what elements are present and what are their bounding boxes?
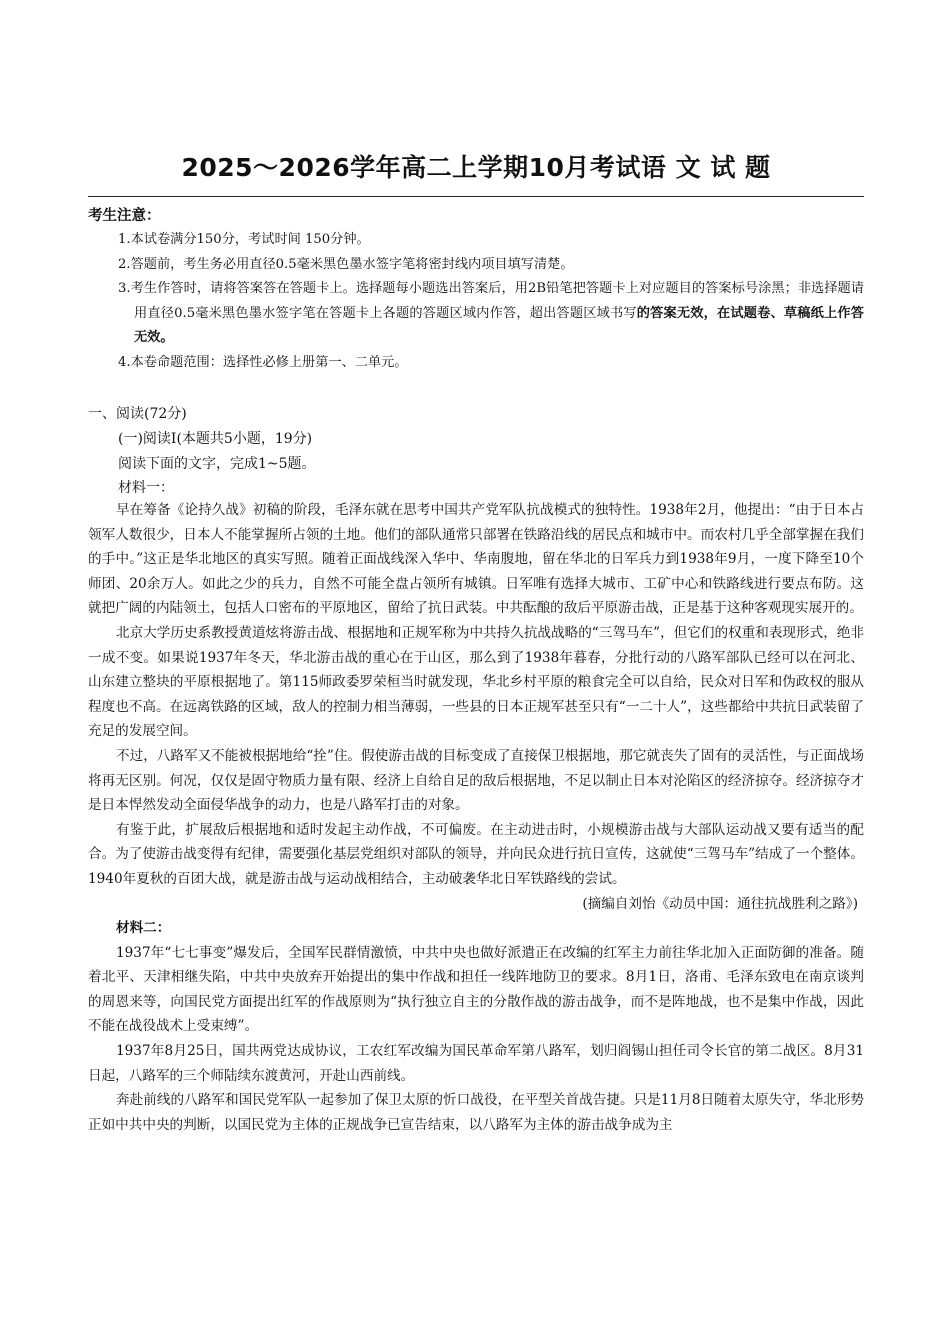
material-1-label: 材料一： bbox=[118, 480, 174, 496]
notice-item-1: 1.本试卷满分150分，考试时间 150分钟。 bbox=[118, 232, 370, 247]
notice-item-2: 2.答题前，考生务必用直径0.5毫米黑色墨水签字笔将密封线内项目填写清楚。 bbox=[118, 256, 574, 272]
m1-paragraph-3: 不过，八路军又不能被根据地给“拴”住。假使游击战的目标变成了直接保卫根据地，那它就丧失了固有的灵活性，与正面战场将再无区别。何况，仅仅是固守物质力量有限、经济上自给自足的敌后根据地，不足以制止日本对沦陷区的经济掠夺。经济掠夺才是日本悍然发动全面侵华战争的动力，也是八路军打击的对象。 bbox=[88, 747, 864, 814]
title-divider bbox=[88, 196, 864, 197]
exam-title: 2025～2026学年高二上学期10月考试语 文 试 题 bbox=[181, 153, 771, 182]
notice-item-3 bbox=[118, 277, 864, 351]
notice-item-3-bold: 的答案无效，在试题卷、草稿纸上作答无效。 bbox=[134, 305, 864, 345]
notice-item-3-text: 3.考生作答时，请将答案答在答题卡上。选择题每小题选出答案后，用2B铅笔把答题卡上对应题目的答案标号涂黑；非选择题请用直径0.5毫米黑色墨水签字笔在答题卡上各题的答题区域内作答，超出答题区域书写 bbox=[118, 281, 864, 321]
reading-body bbox=[88, 498, 864, 1137]
m2-paragraph-1: 1937年“七七事变”爆发后，全国军民群情激愤，中共中央也做好派遣正在改编的红军主力前往华北加入正面防御的准备。随着北平、天津相继失陷，中共中央放弃开始提出的集中作战和担任一线阵地防卫的要求。8月1日，洛甫、毛泽东致电在南京谈判的周恩来等，向国民党方面提出红军的作战原则为“执行独立自主的分散作战的游击战争，而不是阵地战，也不是集中作战，因此不能在战役战术上受束缚”。 bbox=[88, 944, 864, 1035]
instruction: 阅读下面的文字，完成1~5题。 bbox=[118, 456, 316, 472]
m2-paragraph-2: 1937年8月25日，国共两党达成协议，工农红军改编为国民革命军第八路军，划归阎锡山担任司令长官的第二战区。8月31日起，八路军的三个师陆续东渡黄河，开赴山西前线。 bbox=[88, 1043, 864, 1084]
notice-item-4: 4.本卷命题范围：选择性必修上册第一、二单元。 bbox=[118, 354, 408, 370]
m1-paragraph-4: 有鉴于此，扩展敌后根据地和适时发起主动作战，不可偏废。在主动进击时，小规模游击战与大部队运动战又要有适当的配合。为了使游击战变得有纪律，需要强化基层党组织对部队的领导，并向民众进行抗日宣传，这就使“三驾马车”结成了一个整体。1940年夏秋的百团大战，就是游击战与运动战相结合，主动破袭华北日军铁路线的尝试。 bbox=[88, 821, 864, 887]
m1-source: (摘编自刘怡《动员中国：通往抗战胜利之路》) bbox=[582, 895, 858, 912]
m1-paragraph-1: 早在筹备《论持久战》初稿的阶段，毛泽东就在思考中国共产党军队抗战模式的独特性。1938年2月，他提出：“由于日本占领军人数很少，日本人不能掌握所占领的土地。他们的部队通常只部署在铁路沿线的居民点和城市中。而农村几乎全部掌握在我们的手中。”这正是华北地区的真实写照。随着正面战线深入华中、华南腹地，留在华北的日军兵力到1938年9月，一度下降至10个师团、20余万人。如此之少的兵力，自然不可能全盘占领所有城镇。日军唯有选择大城市、工矿中心和铁路线进行要点布防。这就把广阔的内陆领土，包括人口密布的平原地区，留给了抗日武装。中共酝酿的敌后平原游击战，正是基于这种客观现实展开的。 bbox=[88, 502, 864, 617]
subsection-heading: (一)阅读Ⅰ(本题共5小题，19分) bbox=[118, 431, 313, 447]
section-heading: 一、阅读(72分) bbox=[88, 406, 187, 422]
notice-list bbox=[118, 228, 864, 375]
notice-heading: 考生注意： bbox=[88, 208, 161, 224]
m1-paragraph-2: 北京大学历史系教授黄道炫将游击战、根据地和正规军称为中共持久抗战战略的“三驾马车”，但它们的权重和表现形式，绝非一成不变。如果说1937年冬天，华北游击战的重心在于山区，那么到了1938年暮春，分批行动的八路军部队已经可以在河北、山东建立整块的平原根据地了。第115师政委罗荣桓当时就发现，华北乡村平原的粮食完全可以自给，民众对日军和伪政权的服从程度也不高。在远离铁路的区域，敌人的控制力相当薄弱，一些县的日本正规军甚至只有“一二十人”，这些都给中共抗日武装留了充足的发展空间。 bbox=[88, 624, 864, 740]
material-2-label: 材料二： bbox=[116, 920, 171, 937]
m2-paragraph-3: 奔赴前线的八路军和国民党军队一起参加了保卫太原的忻口战役，在平型关首战告捷。只是11月8日随着太原失守，华北形势正如中共中央的判断，以国民党为主体的正规战争已宣告结束，以八路军为主体的游击战争成为主 bbox=[88, 1092, 864, 1133]
